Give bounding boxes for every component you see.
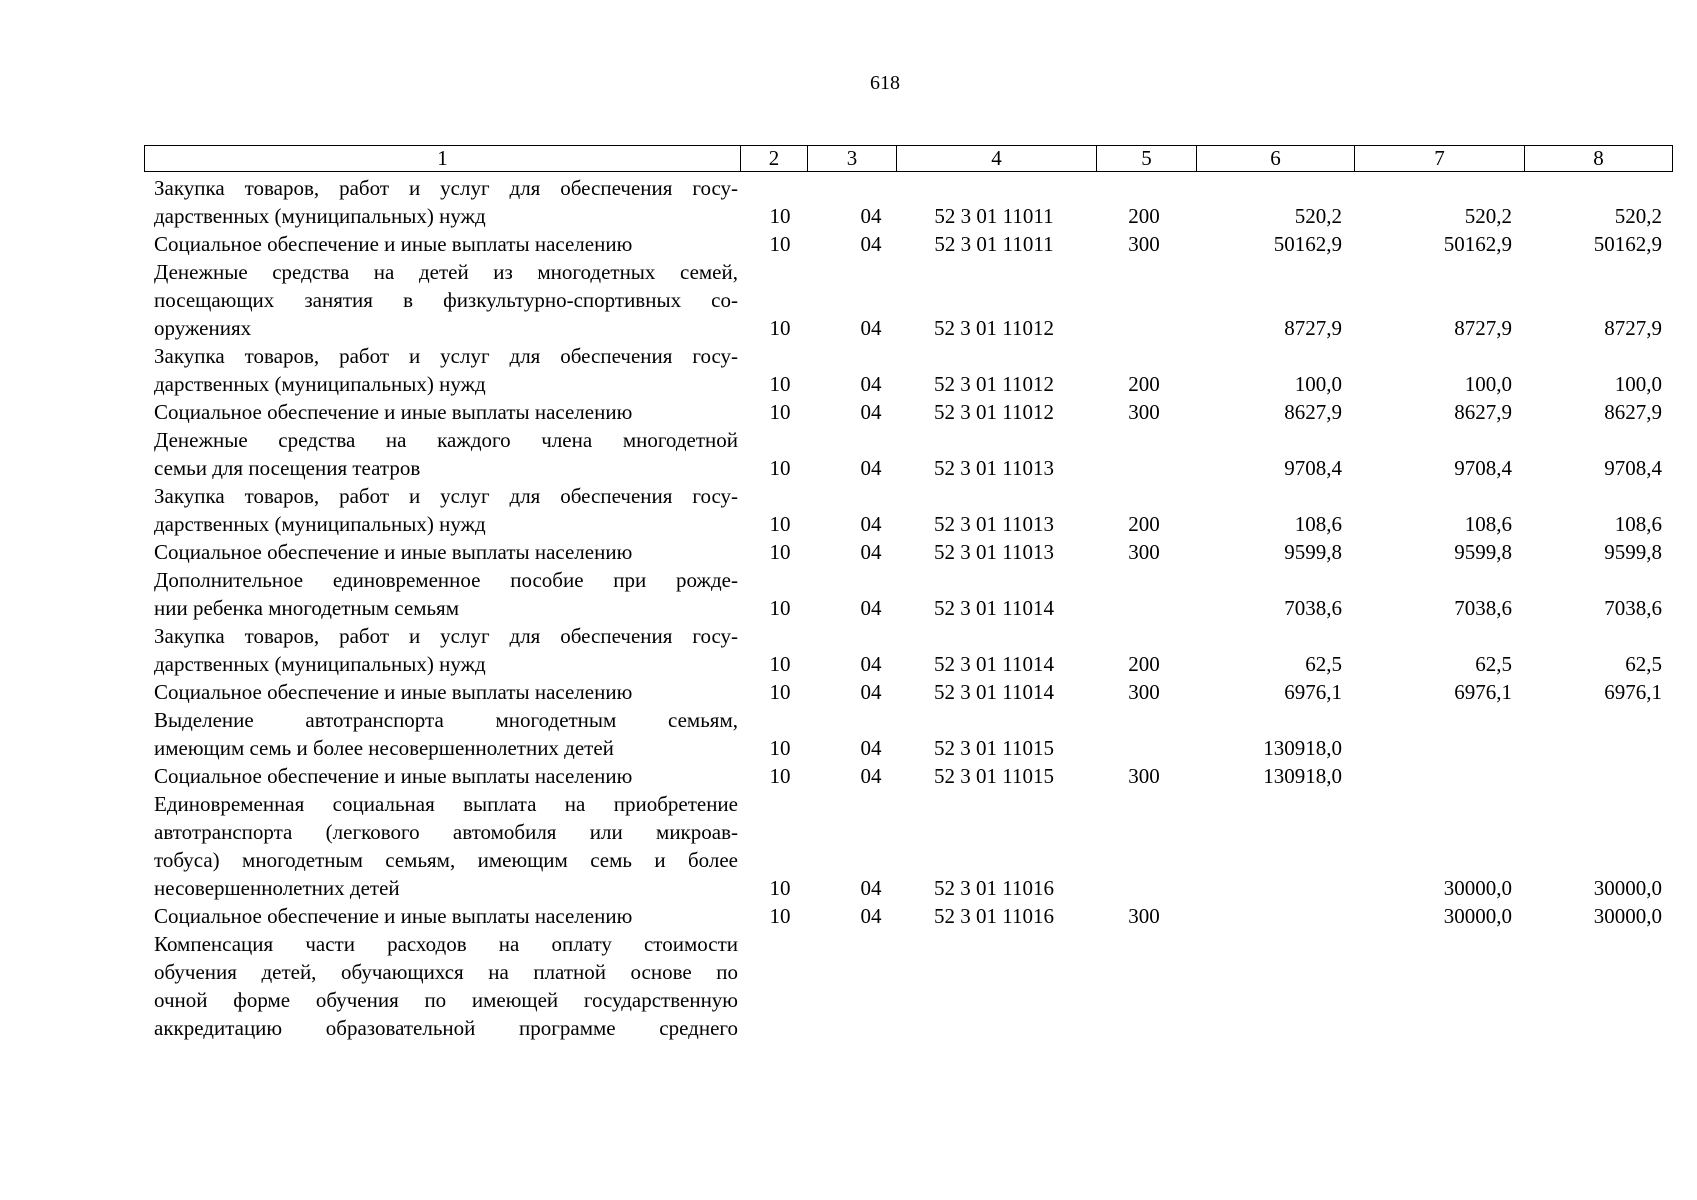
description-line: Социальное обеспечение и иные выплаты населению [154,232,633,256]
cell-col-8: 108,6 [1614,512,1662,536]
cell-col-8: 100,0 [1614,372,1662,396]
table-row [144,902,1662,930]
cell-col-6: 62,5 [1305,652,1342,676]
description-line: Компенсация части расходов на оплату стоимости [154,932,738,956]
cell-col-3: 04 [860,764,882,788]
cell-col-2: 10 [769,540,791,564]
cell-col-3: 04 [860,232,882,256]
cell-col-4: 52 3 01 11011 [934,204,1054,228]
cell-col-7: 62,5 [1475,652,1512,676]
cell-col-6: 9708,4 [1284,456,1342,480]
cell-col-3: 04 [860,876,882,900]
cell-col-5 [1094,1014,1194,1042]
cell-col-3: 04 [860,456,882,480]
cell-col-2: 10 [769,456,791,480]
table-row [144,538,1662,566]
cell-col-7: 108,6 [1464,512,1512,536]
description-line: несовершеннолетних детей [154,876,400,900]
table-row [144,706,1342,762]
cell-col-6 [1194,902,1342,930]
cell-col-6 [1194,874,1342,902]
cell-col-2: 10 [769,904,791,928]
cell-col-3: 04 [860,512,882,536]
cell-col-7: 100,0 [1464,372,1512,396]
cell-col-7: 520,2 [1464,204,1512,228]
description-line: Дополнительное единовременное пособие при рожде- [154,568,738,592]
cell-col-4: 52 3 01 11013 [934,540,1054,564]
description-line: очной форме обучения по имеющей государственную [154,988,738,1012]
table-row [144,622,1662,678]
cell-col-3: 04 [860,400,882,424]
row-description [144,678,738,706]
cell-col-2: 10 [769,680,791,704]
column-header-3: 3 [808,146,897,172]
row-description [144,762,738,790]
table-row [144,426,1662,482]
cell-col-8 [1514,762,1662,790]
cell-col-3: 04 [860,204,882,228]
description-line: Социальное обеспечение и иные выплаты населению [154,904,633,928]
column-header-4: 4 [897,146,1097,172]
cell-col-4: 52 3 01 11013 [934,512,1054,536]
cell-col-2: 10 [769,736,791,760]
cell-col-6: 8627,9 [1284,400,1342,424]
cell-col-4 [894,1014,1094,1042]
description-line: семьи для посещения театров [154,456,421,480]
row-description [144,398,738,426]
row-description [144,622,738,678]
cell-col-7: 6976,1 [1454,680,1512,704]
cell-col-2: 10 [769,596,791,620]
description-line: Денежные средства на каждого члена многодетной [154,428,738,452]
cell-col-4: 52 3 01 11015 [934,764,1054,788]
table-row [144,790,1662,902]
description-line: нии ребенка многодетным семьям [154,596,460,620]
cell-col-6: 8727,9 [1284,316,1342,340]
cell-col-4: 52 3 01 11016 [934,904,1054,928]
cell-col-3: 04 [860,596,882,620]
cell-col-2: 10 [769,372,791,396]
column-header-2: 2 [741,146,808,172]
description-line: Закупка товаров, работ и услуг для обеспечения госу- [154,624,738,648]
cell-col-7: 7038,6 [1454,596,1512,620]
table-row [144,398,1662,426]
cell-col-7: 50162,9 [1443,232,1512,256]
column-header-5: 5 [1097,146,1197,172]
cell-col-4: 52 3 01 11012 [934,316,1054,340]
cell-col-3: 04 [860,904,882,928]
cell-col-4: 52 3 01 11014 [934,680,1054,704]
cell-col-7: 30000,0 [1443,904,1512,928]
cell-col-8: 30000,0 [1593,876,1662,900]
cell-col-8: 7038,6 [1604,596,1662,620]
cell-col-5: 200 [1128,204,1160,228]
cell-col-5: 300 [1128,680,1160,704]
cell-col-8: 9708,4 [1604,456,1662,480]
cell-col-2 [760,1014,800,1042]
row-description [144,706,738,762]
cell-col-6: 130918,0 [1263,764,1342,788]
description-line: Единовременная социальная выплата на приобретение [154,792,738,816]
table-row [144,678,1662,706]
cell-col-2: 10 [769,232,791,256]
cell-col-5 [1094,454,1194,482]
cell-col-4: 52 3 01 11012 [934,400,1054,424]
description-line: тобуса) многодетным семьям, имеющим семь и более [154,848,738,872]
cell-col-7: 9599,8 [1454,540,1512,564]
row-description [144,230,738,258]
page-number: 618 [870,72,900,94]
cell-col-3: 04 [860,680,882,704]
cell-col-2: 10 [769,876,791,900]
cell-col-5 [1094,594,1194,622]
cell-col-5: 300 [1128,540,1160,564]
cell-col-4: 52 3 01 11013 [934,456,1054,480]
description-line: дарственных (муниципальных) нужд [154,512,486,536]
description-line: Социальное обеспечение и иные выплаты населению [154,680,633,704]
row-description [144,902,738,930]
description-line: аккредитацию образовательной программе среднего [154,1016,738,1040]
cell-col-5: 300 [1128,764,1160,788]
cell-col-8: 520,2 [1614,204,1662,228]
cell-col-8: 50162,9 [1593,232,1662,256]
row-description [144,174,738,230]
column-header-1: 1 [145,146,741,172]
cell-col-7: 9708,4 [1454,456,1512,480]
cell-col-4: 52 3 01 11014 [934,596,1054,620]
cell-col-3: 04 [860,736,882,760]
description-line: оружениях [154,316,252,340]
description-line: Денежные средства на детей из многодетных семей, [154,260,738,284]
cell-col-8: 9599,8 [1604,540,1662,564]
table-row [144,482,1662,538]
cell-col-2: 10 [769,204,791,228]
description-line: Социальное обеспечение и иные выплаты населению [154,400,633,424]
row-description [144,566,738,622]
row-description [144,342,738,398]
cell-col-8: 30000,0 [1593,904,1662,928]
cell-col-6: 100,0 [1294,372,1342,396]
cell-col-6: 9599,8 [1284,540,1342,564]
cell-col-8: 8727,9 [1604,316,1662,340]
cell-col-8: 62,5 [1625,652,1662,676]
cell-col-8: 6976,1 [1604,680,1662,704]
description-line: Социальное обеспечение и иные выплаты населению [154,764,633,788]
cell-col-7 [1344,762,1512,790]
cell-col-5: 200 [1128,512,1160,536]
column-header-7: 7 [1355,146,1525,172]
description-line: дарственных (муниципальных) нужд [154,652,486,676]
cell-col-5: 300 [1128,400,1160,424]
cell-col-5: 200 [1128,652,1160,676]
cell-col-6 [1194,1014,1342,1042]
cell-col-6: 50162,9 [1273,232,1342,256]
cell-col-6: 6976,1 [1284,680,1342,704]
cell-col-3: 04 [860,316,882,340]
cell-col-2: 10 [769,400,791,424]
description-line: Социальное обеспечение и иные выплаты населению [154,540,633,564]
cell-col-7 [1344,734,1512,762]
cell-col-4: 52 3 01 11016 [934,876,1054,900]
description-line: дарственных (муниципальных) нужд [154,372,486,396]
cell-col-3: 04 [860,652,882,676]
description-line: обучения детей, обучающихся на платной основе по [154,960,738,984]
cell-col-6: 108,6 [1294,512,1342,536]
description-line: посещающих занятия в физкультурно-спортивных со- [154,288,738,312]
table-row [144,174,1662,230]
description-line: Закупка товаров, работ и услуг для обеспечения госу- [154,484,738,508]
cell-col-8: 8627,9 [1604,400,1662,424]
cell-col-3: 04 [860,540,882,564]
table-row [144,258,1662,342]
column-header-table [144,145,1673,172]
cell-col-2: 10 [769,512,791,536]
cell-col-5: 300 [1128,232,1160,256]
cell-col-5: 300 [1128,904,1160,928]
column-header-6: 6 [1197,146,1355,172]
cell-col-2: 10 [769,316,791,340]
cell-col-5 [1094,734,1194,762]
table-row [144,762,1342,790]
cell-col-3: 04 [860,372,882,396]
cell-col-2: 10 [769,764,791,788]
description-line: Закупка товаров, работ и услуг для обеспечения госу- [154,176,738,200]
row-description [144,930,738,1042]
cell-col-6: 7038,6 [1284,596,1342,620]
cell-col-8 [1514,1014,1662,1042]
table-body [144,174,1662,1042]
row-description [144,258,738,342]
column-header-8: 8 [1525,146,1673,172]
cell-col-5: 200 [1128,372,1160,396]
description-line: автотранспорта (легкового автомобиля или микроав- [154,820,738,844]
cell-col-4: 52 3 01 11012 [934,372,1054,396]
row-description [144,426,738,482]
cell-col-5 [1094,874,1194,902]
row-description [144,482,738,538]
description-line: Закупка товаров, работ и услуг для обеспечения госу- [154,344,738,368]
table-row [144,566,1662,622]
description-line: имеющим семь и более несовершеннолетних детей [154,736,614,760]
table-row [144,230,1662,258]
row-description [144,538,738,566]
cell-col-7: 30000,0 [1443,876,1512,900]
table-row [144,342,1662,398]
cell-col-7: 8627,9 [1454,400,1512,424]
cell-col-7: 8727,9 [1454,316,1512,340]
cell-col-4: 52 3 01 11011 [934,232,1054,256]
cell-col-6: 130918,0 [1263,736,1342,760]
cell-col-6: 520,2 [1294,204,1342,228]
cell-col-7 [1344,1014,1512,1042]
description-line: дарственных (муниципальных) нужд [154,204,486,228]
cell-col-4: 52 3 01 11015 [934,736,1054,760]
table-row [144,930,738,1042]
description-line: Выделение автотранспорта многодетным семьям, [154,708,738,732]
row-description [144,790,738,902]
cell-col-2: 10 [769,652,791,676]
cell-col-5 [1094,314,1194,342]
cell-col-4: 52 3 01 11014 [934,652,1054,676]
cell-col-8 [1514,734,1662,762]
